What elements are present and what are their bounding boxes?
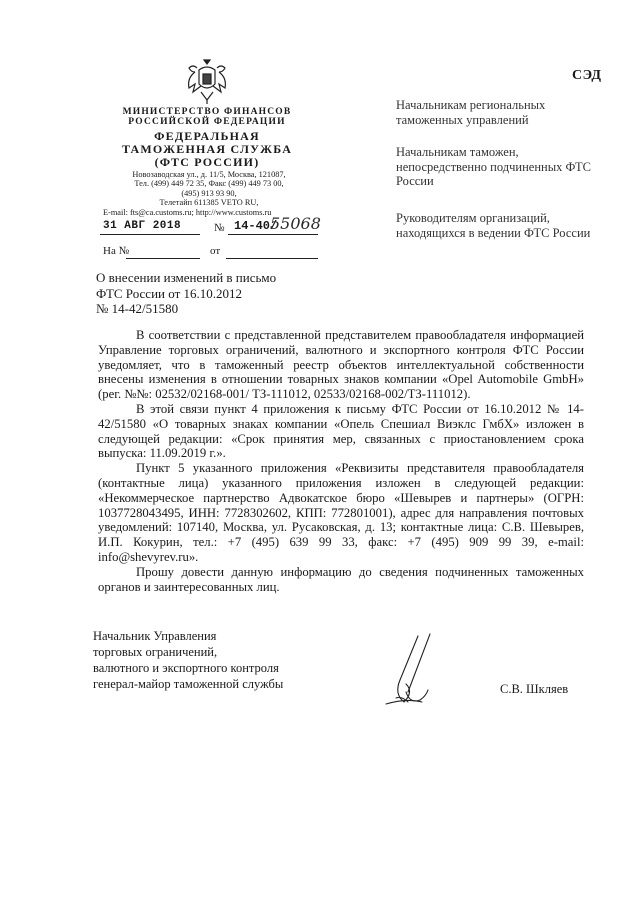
subject-line: ФТС России от 16.10.2012 bbox=[96, 285, 243, 301]
subject-line: № 14-42/51580 bbox=[96, 301, 179, 316]
signatory-title bbox=[93, 628, 323, 692]
recipient-regional: Начальникам региональных таможенных управлений bbox=[396, 98, 546, 127]
contacts-phone2: (495) 913 93 90, bbox=[181, 188, 237, 198]
reference-label: На № bbox=[103, 245, 130, 257]
registration-number-handwritten: 55068 bbox=[270, 214, 321, 233]
recipient-organizations: Руководителям организаций, находящихся в ведении ФТС России bbox=[396, 211, 591, 240]
double-headed-eagle-emblem-icon bbox=[185, 58, 229, 106]
body-paragraph: В соответствии с представленной представителем правообладателя информацией Управление торговых ограничений, валютного и экспортного контроля ФТС России уведомляет, что в таможенный реестр объектов интеллектуальной собственности внесены изменения в отношении товарных знаков компании «Opel Automobile GmbH» (рег. №№: 02532/02168-001/ ТЗ-111012, 02533/02168-002/ТЗ-111012). bbox=[98, 328, 584, 402]
signatory-title-line: генерал-майор таможенной службы bbox=[93, 677, 284, 691]
service-line: ТАМОЖЕННАЯ СЛУЖБА bbox=[121, 142, 293, 156]
date-underline bbox=[100, 234, 200, 235]
signatory-title-line: торговых ограничений, bbox=[93, 645, 218, 659]
reference-date-underline bbox=[226, 258, 318, 259]
service-line: (ФТС РОССИИ) bbox=[154, 155, 260, 169]
contacts-block bbox=[103, 170, 315, 217]
reference-underline bbox=[126, 258, 200, 259]
signatory-title-line: валютного и экспортного контроля bbox=[93, 661, 279, 675]
contacts-phone: Тел. (499) 449 72 35, Факс (499) 449 73 00, bbox=[134, 179, 284, 189]
subject-line: О внесении изменений в письмо bbox=[96, 270, 277, 285]
signatory-name: С.В. Шкляев bbox=[500, 682, 569, 696]
contacts-address: Новозаводская ул., д. 11/5, Москва, 121087, bbox=[132, 170, 286, 179]
sed-stamp: СЭД bbox=[572, 68, 602, 83]
letter-body bbox=[98, 328, 584, 594]
signatory-title-line: Начальник Управления bbox=[93, 629, 217, 643]
ministry-line: РОССИЙСКОЙ ФЕДЕРАЦИИ bbox=[128, 117, 286, 127]
body-paragraph: Пункт 5 указанного приложения «Реквизиты представителя правообладателя (контактные лица) указанного приложения изложен в следующей редакции: «Некоммерческое партнерство Адвокатское бюро «Шевырев и партнеры» (ОГРН: 1037728043495, ИНН: 7728302602, КПП: 772801001), адрес для направления почтовых уведомлений: 107140, Москва, ул. Русаковская, д. 13; контактные лица: С.В. Шевырев, И.П. Кокурин, тел.: +7 (495) 639 99 33, факс: +7 (495) 909 99 39, e-mail: info@shevyrev.ru». bbox=[98, 461, 584, 564]
ministry-line: МИНИСТЕРСТВО ФИНАНСОВ bbox=[122, 107, 292, 117]
service-line: ФЕДЕРАЛЬНАЯ bbox=[154, 129, 260, 143]
body-paragraph: В этой связи пункт 4 приложения к письму ФТС России от 16.10.2012 № 14-42/51580 «О товарных знаках компании «Опель Спешиал Виэклс ГмбХ» изложен в следующей редакции: «Срок принятия мер, связанных с приостановлением срока выпуска: 11.09.2019 г.». bbox=[98, 401, 584, 461]
handwritten-signature bbox=[378, 632, 468, 712]
contacts-teletype: Телетайп 611385 VETO RU, bbox=[159, 198, 259, 208]
service-name bbox=[112, 130, 302, 169]
subject bbox=[96, 270, 326, 317]
number-underline bbox=[228, 234, 318, 235]
body-paragraph: Прошу довести данную информацию до сведения подчиненных таможенных органов и заинтересованных лиц. bbox=[98, 564, 584, 594]
ministry-name bbox=[112, 107, 302, 127]
contacts-email: E-mail: fts@ca.customs.ru; http://www.customs.ru bbox=[103, 207, 272, 217]
reference-date-label: от bbox=[210, 245, 221, 257]
registration-date: 31 АВГ 2018 bbox=[103, 220, 182, 232]
recipient-customs: Начальникам таможен, непосредственно подчиненных ФТС России bbox=[396, 145, 592, 188]
registration-number: 14-40/ bbox=[234, 219, 278, 233]
number-label: № bbox=[214, 222, 225, 234]
